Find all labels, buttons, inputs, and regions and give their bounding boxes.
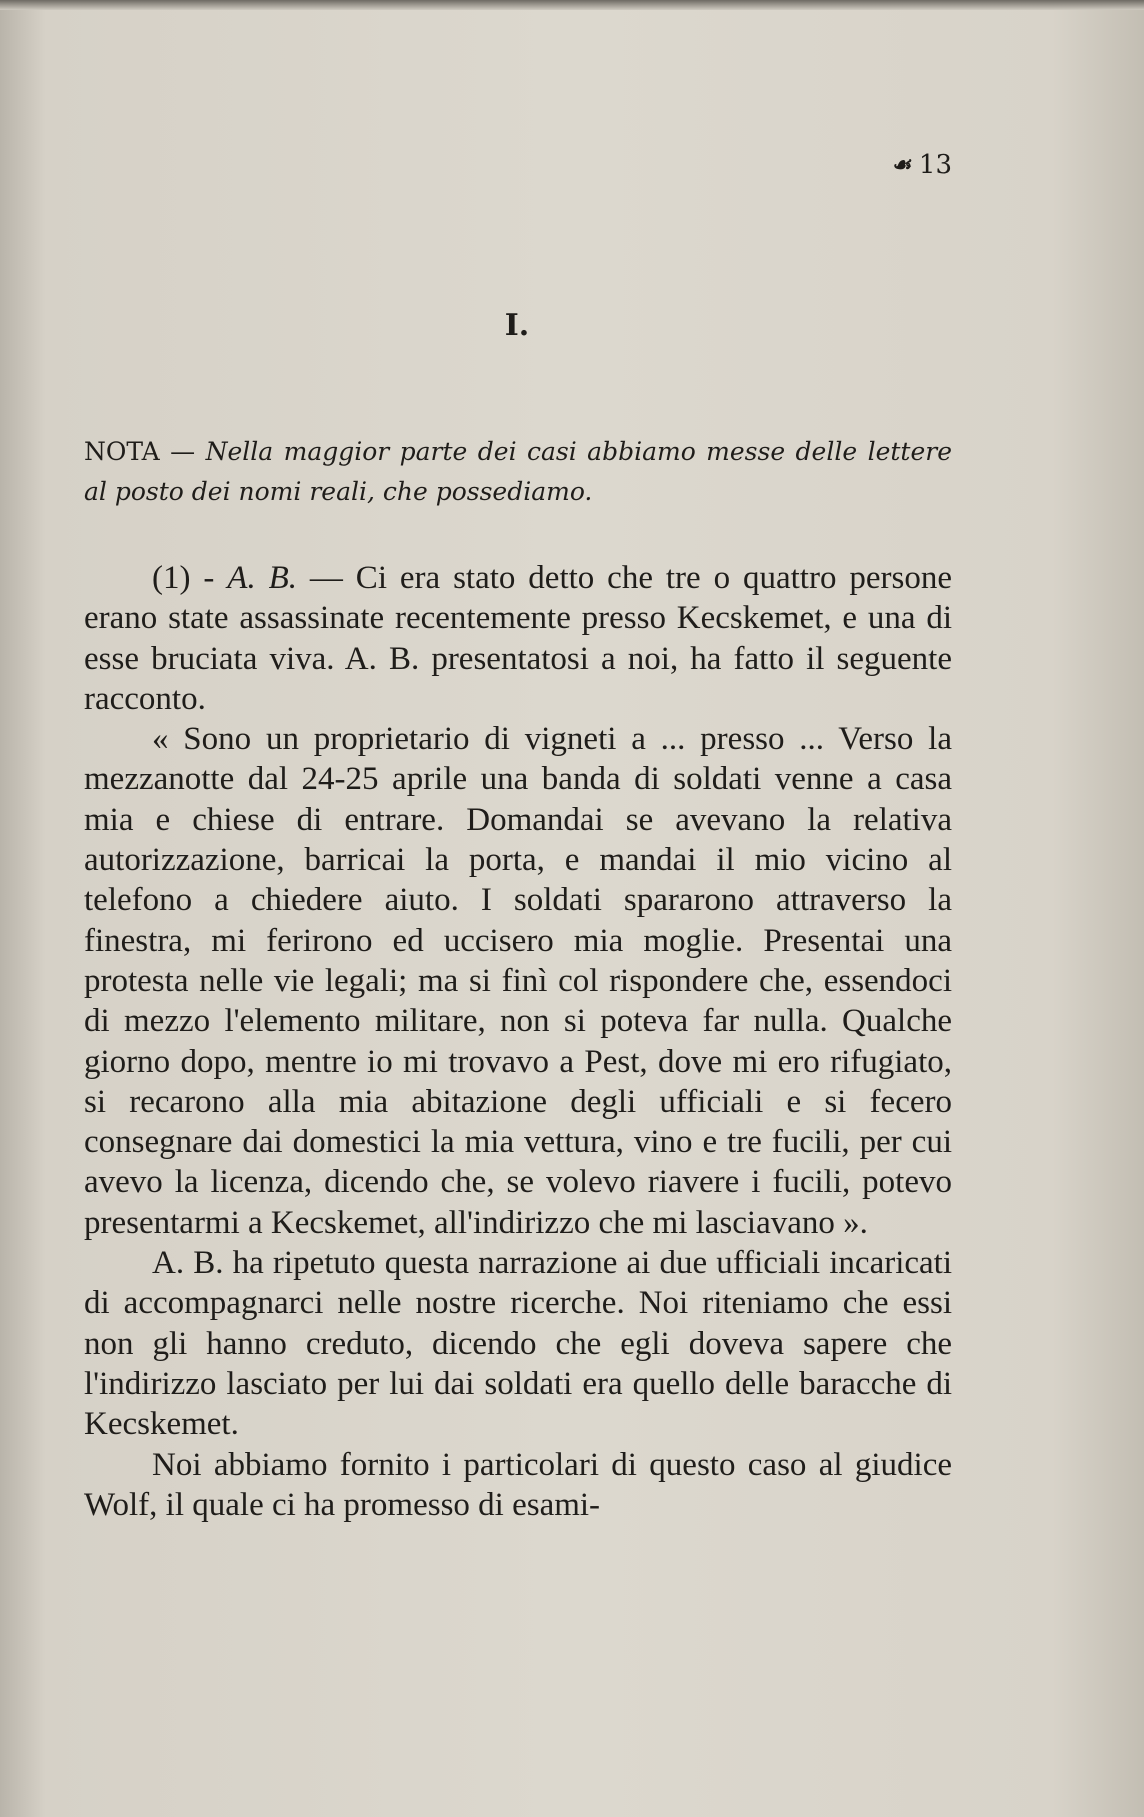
initials: A. B. [227, 560, 297, 596]
editorial-note [84, 432, 952, 512]
footnote-marker: (1) - [152, 560, 228, 596]
paragraph-1-text: — Ci era stato detto che tre o quattro persone erano state assassinate recentemente presso Kecskemet, e una di esse bruciata viva. A. B. presentatosi a noi, ha fatto il seguente racconto. [84, 560, 952, 717]
fleuron-ornament-icon: ☙ [891, 152, 911, 178]
body-text [84, 558, 952, 1525]
page-number: 13 [918, 150, 952, 180]
page-number-block [891, 150, 952, 180]
section-heading: I. [504, 308, 530, 343]
page-top-edge [0, 0, 1144, 10]
note-text: Nella maggior parte dei casi abbiamo messe delle lettere al posto dei nomi reali, che possediamo. [84, 437, 952, 506]
paragraph-4: Noi abbiamo fornito i particolari di questo caso al giudice Wolf, il quale ci ha promesso di esami- [84, 1446, 952, 1523]
note-lead: NOTA — [84, 437, 196, 466]
paragraph-3: A. B. ha ripetuto questa narrazione ai due ufficiali incaricati di accompagnarci nelle nostre ricerche. Noi riteniamo che essi non gli hanno creduto, dicendo che egli doveva sapere che l'indirizzo lasciato per lui dai soldati era quello delle baracche di Kecskemet. [84, 1245, 952, 1443]
paragraph-1 [84, 558, 952, 719]
paragraph-2: « Sono un proprietario di vigneti a ... presso ... Verso la mezzanotte dal 24-25 aprile una banda di soldati venne a casa mia e chiese di entrare. Domandai se avevano la relativa autorizzazione, barricai la porta, e mandai il mio vicino al telefono a chiedere aiuto. I soldati spararono attraverso la finestra, mi ferirono ed uccisero mia moglie. Presentai una protesta nelle vie legali; ma si finì col rispondere che, essendoci di mezzo l'elemento militare, non si poteva far nulla. Qualche giorno dopo, mentre io mi trovavo a Pest, dove mi ero rifugiato, si recarono alla mia abitazione degli ufficiali e si fecero consegnare dai domestici la mia vettura, vino e tre fucili, per cui avevo la licenza, dicendo che, se volevo riavere i fucili, potevo presentarmi a Kecskemet, all'indirizzo che mi lasciavano ». [84, 721, 952, 1241]
